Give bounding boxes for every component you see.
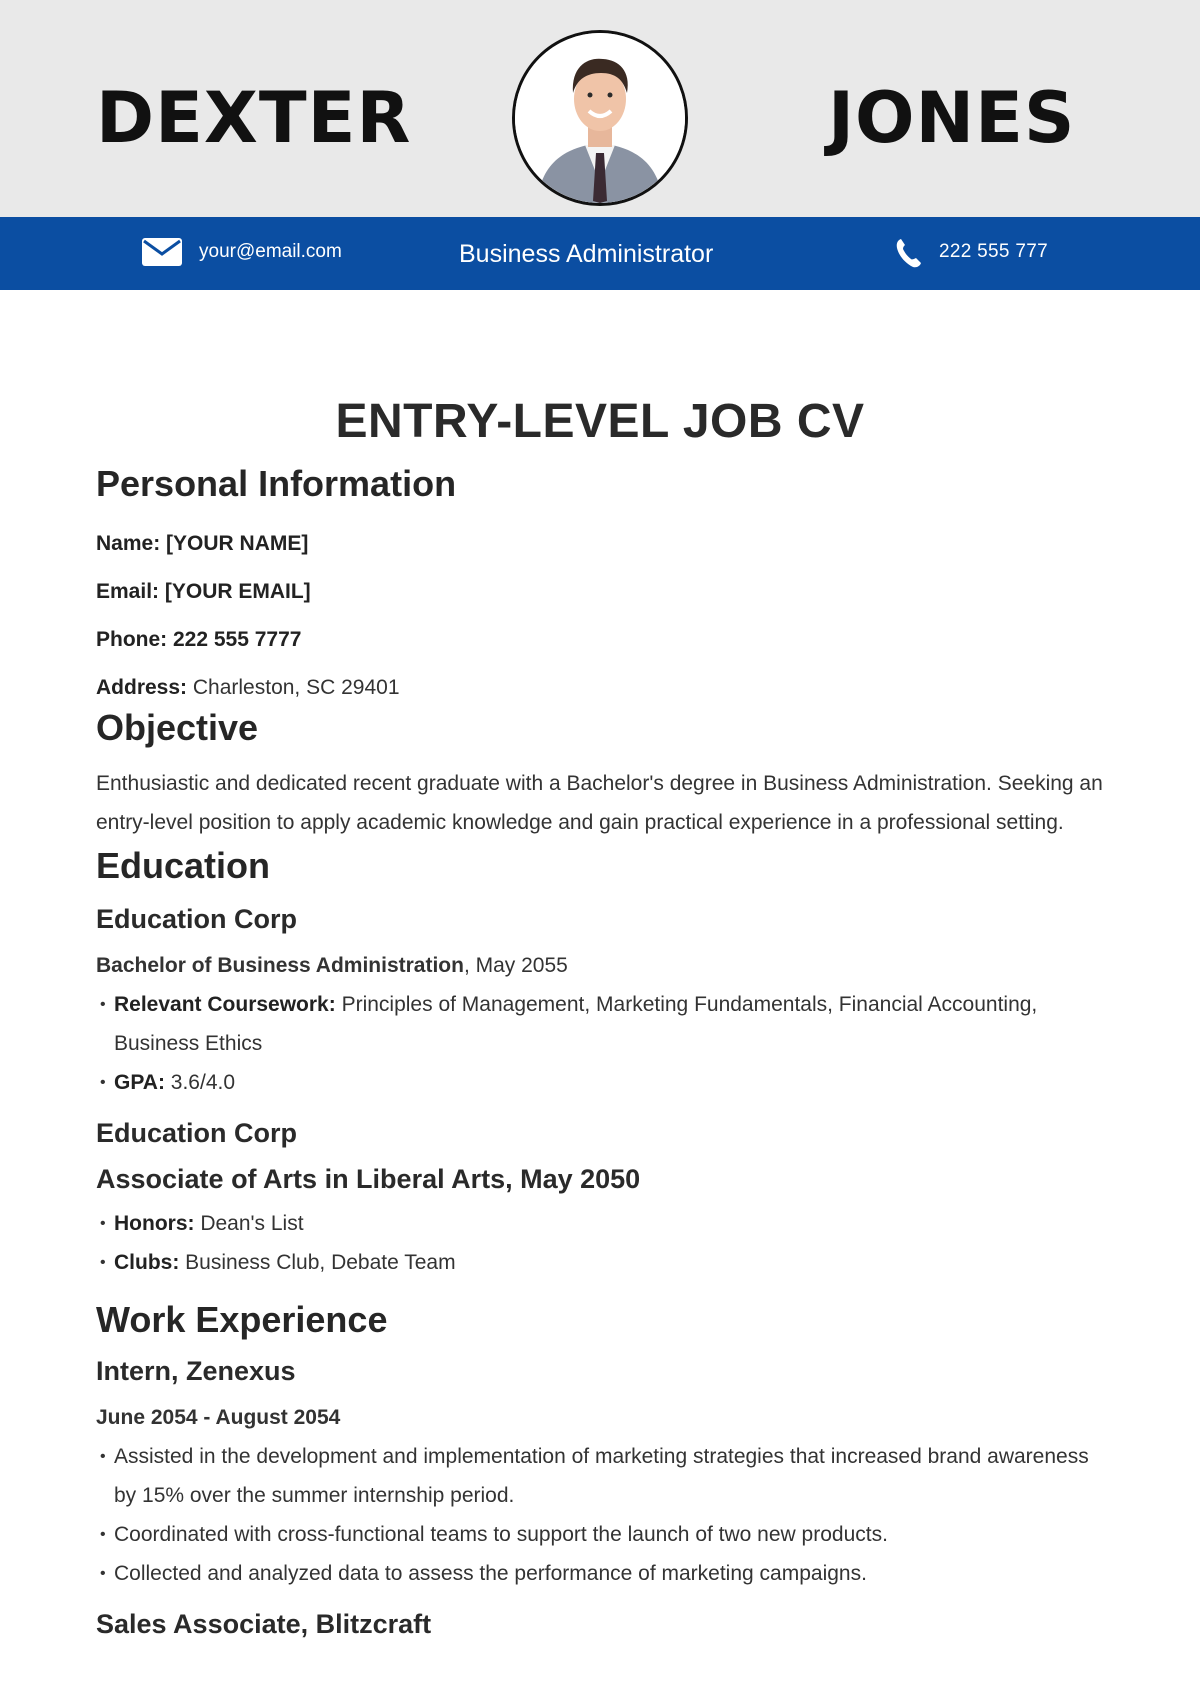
- personal-info-heading: Personal Information: [96, 463, 457, 504]
- email-text: your@email.com: [199, 241, 342, 262]
- work-heading: Work Experience: [96, 1299, 388, 1340]
- person-portrait-icon: [515, 33, 685, 203]
- list-item: • Honors: Dean's List: [96, 1204, 1116, 1243]
- personal-name: Name: [YOUR NAME]: [96, 532, 309, 555]
- degree-line: Associate of Arts in Liberal Arts, May 2050: [96, 1164, 641, 1194]
- education-bullets: [96, 1204, 1116, 1282]
- last-name: JONES: [828, 77, 1076, 159]
- list-item: • Assisted in the development and implementation of marketing strategies that increased brand awareness by 15% over the summer internship period.: [96, 1437, 1116, 1515]
- cv-title: ENTRY-LEVEL JOB CV: [335, 395, 865, 448]
- work-bullets: [96, 1437, 1116, 1593]
- personal-email: Email: [YOUR EMAIL]: [96, 580, 311, 603]
- education-heading: Education: [96, 845, 271, 886]
- education-bullets: [96, 985, 1116, 1102]
- school-name: Education Corp: [96, 904, 297, 934]
- degree-line: Bachelor of Business Administration, May 2055: [96, 954, 568, 977]
- list-item: • Clubs: Business Club, Debate Team: [96, 1243, 1116, 1282]
- objective-heading: Objective: [96, 707, 259, 748]
- list-item: • GPA: 3.6/4.0: [96, 1063, 1116, 1102]
- job-title: Sales Associate, Blitzcraft: [96, 1609, 432, 1639]
- phone-icon: [894, 237, 924, 269]
- phone-text: 222 555 777: [939, 241, 1048, 262]
- list-item: • Collected and analyzed data to assess the performance of marketing campaigns.: [96, 1554, 1116, 1593]
- contact-bar: [0, 217, 1200, 290]
- personal-address: Address: Charleston, SC 29401: [96, 676, 400, 699]
- job-role: Business Administrator: [459, 240, 714, 268]
- list-item: • Relevant Coursework: Principles of Management, Marketing Fundamentals, Financial Accounting, Business Ethics: [96, 985, 1116, 1063]
- cv-content: [96, 462, 1116, 1641]
- job-dates: June 2054 - August 2054: [96, 1406, 341, 1429]
- personal-phone: Phone: 222 555 7777: [96, 628, 302, 651]
- objective-text: Enthusiastic and dedicated recent graduate with a Bachelor's degree in Business Administration. Seeking an entry-level position to apply academic knowledge and gain practical experience in a professional setting.: [96, 772, 1103, 834]
- job-title: Intern, Zenexus: [96, 1356, 296, 1386]
- first-name: DEXTER: [96, 77, 412, 159]
- envelope-icon: [142, 238, 182, 266]
- school-name: Education Corp: [96, 1118, 297, 1148]
- list-item: • Coordinated with cross-functional teams to support the launch of two new products.: [96, 1515, 1116, 1554]
- profile-photo: [512, 30, 688, 206]
